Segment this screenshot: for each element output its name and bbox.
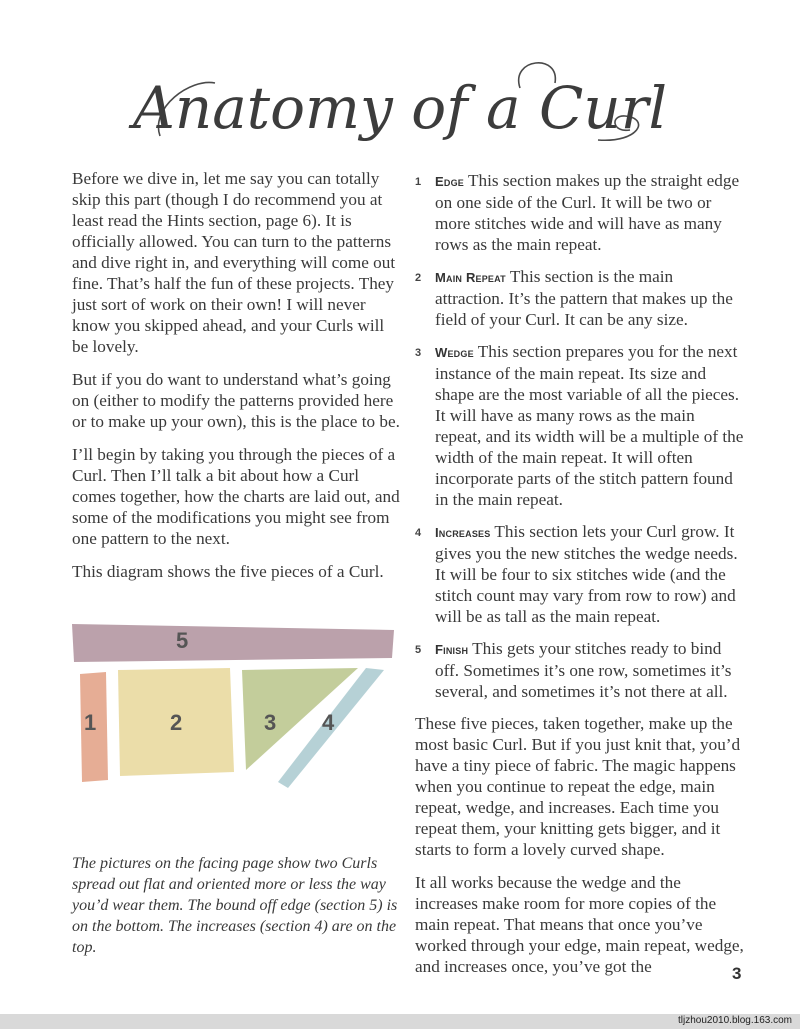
intro-paragraph-1: Before we dive in, let me say you can totally skip this part (though I do recommend you at least read the Hints section, page 6). It is officially allowed. You can turn to the patterns and dive right in, and everything will come out fine. That’s half the fun of these projects. They just sort of work on their own! I will never know you skipped ahead, and your Curls will be lovely. (72, 169, 396, 356)
section-item (415, 521, 745, 627)
title-text: Anatomy of a Curl (132, 74, 668, 142)
section-text: This section is the main attraction. It’s the pattern that makes up the field of your Curl. It can be any size. (435, 267, 733, 329)
label-5: 5 (176, 628, 189, 653)
section-heading: Wedge (435, 345, 474, 360)
watermark-text: tljzhou2010.blog.163.com (678, 1015, 792, 1026)
section-text: This section lets your Curl grow. It gives you the new stitches the wedge needs. It will be four to six stitches wide (and the stitch count may vary from row to row) and will be as tall as the main repeat. (435, 522, 738, 626)
photo-caption: The pictures on the facing page show two Curls spread out flat and oriented more or less the way you’d wear them. The bound off edge (section 5) is on the bottom. The increases (section 4) are on the top. (72, 855, 398, 956)
curl-diagram (66, 612, 406, 802)
section-heading: Edge (435, 174, 464, 189)
section-text: This section makes up the straight edge on one side of the Curl. It will be two or more stitches wide and will have as many rows as the main repeat. (435, 171, 740, 254)
label-3: 3 (264, 710, 277, 735)
section-item (415, 170, 745, 255)
section-item (415, 266, 745, 330)
label-2: 2 (170, 710, 183, 735)
footer-bar (0, 1014, 800, 1029)
label-4: 4 (322, 710, 335, 735)
title-art (0, 48, 800, 148)
section-heading: Main Repeat (435, 270, 506, 285)
left-column (72, 168, 402, 594)
body-paragraph-1: These five pieces, taken together, make up the most basic Curl. But if you just knit that, you’d have a tiny piece of fabric. The magic happens when you continue to repeat the edge, main repeat, wedge, and increases. Each time you repeat them, your knitting gets bigger, and it starts to form a lovely curved shape. (415, 714, 741, 859)
section-heading: Increases (435, 525, 491, 540)
intro-paragraph-2: But if you do want to understand what’s going on (either to modify the patterns provided here or to make up your own), this is the place to be. (72, 370, 400, 431)
right-column (415, 170, 745, 989)
section-number: 1 (415, 176, 422, 188)
piece-finish-shape (72, 624, 394, 662)
intro-paragraph-4: This diagram shows the five pieces of a Curl. (72, 562, 384, 581)
body-paragraph-2: It all works because the wedge and the increases make room for more copies of the main repeat. That means that once you’ve worked through your edge, main repeat, wedge, and increases once, you’ve got the (415, 873, 744, 976)
page-title (0, 48, 800, 148)
section-item (415, 638, 745, 702)
section-item (415, 341, 745, 510)
section-heading: Finish (435, 642, 469, 657)
section-number: 5 (415, 644, 422, 656)
intro-paragraph-3: I’ll begin by taking you through the pieces of a Curl. Then I’ll talk a bit about how a Curl comes together, how the charts are laid out, and some of the modifications you might see from one pattern to the next. (72, 445, 400, 548)
section-number: 3 (415, 347, 422, 359)
section-number: 2 (415, 272, 422, 284)
section-number: 4 (415, 527, 422, 539)
page-number: 3 (732, 964, 742, 983)
label-1: 1 (84, 710, 97, 735)
section-text: This gets your stitches ready to bind off. Sometimes it’s one row, sometimes it’s several, and sometimes it’s not there at all. (435, 639, 732, 701)
curl-diagram-svg (66, 612, 406, 802)
section-text: This section prepares you for the next instance of the main repeat. Its size and shape are the most variable of all the pieces. It will have as many rows as the main repeat, and its width will be a multiple of the width of the main repeat. It will often incorporate parts of the stitch pattern found in the main repeat. (435, 342, 744, 509)
